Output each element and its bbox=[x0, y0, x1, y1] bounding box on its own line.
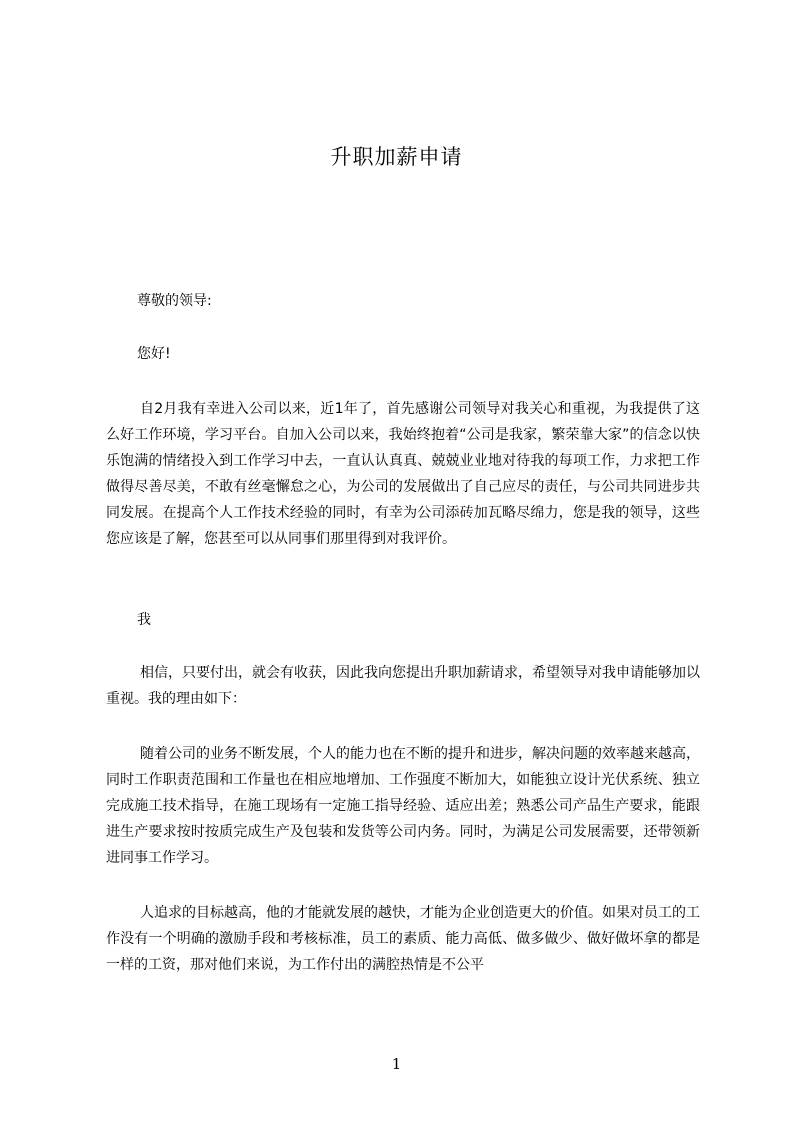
paragraph-request: 相信，只要付出，就会有收获，因此我向您提出升职加薪请求，希望领导对我申请能够加以重视。我的理由如下： bbox=[106, 665, 700, 707]
paragraph-motivation: 人追求的目标越高，他的才能就发展的越快，才能为企业创造更大的价值。如果对员工的工作没有一个明确的激励手段和考核标准，员工的素质、能力高低、做多做少、做好做坏拿的都是一样的工资，那对他们来说，为工作付出的满腔热情是不公平 bbox=[106, 905, 700, 973]
salutation: 尊敬的领导: bbox=[137, 293, 212, 309]
paragraph-fragment: 我 bbox=[137, 612, 151, 628]
paragraph-introduction: 自2月我有幸进入公司以来，近1年了，首先感谢公司领导对我关心和重视，为我提供了这么好工作环境，学习平台。自加入公司以来，我始终抱着“公司是我家，繁荣靠大家”的信念以快乐饱满的情绪投入到工作学习中去，一直认认真真、兢兢业业地对待我的每项工作，力求把工作做得尽善尽美，不敢有丝毫懈怠之心，为公司的发展做出了自己应尽的责任，与公司共同进步共同发展。在提高个人工作技术经验的同时，有幸为公司添砖加瓦略尽绵力，您是我的领导，这些您应该是了解，您甚至可以从同事们那里得到对我评价。 bbox=[106, 401, 700, 547]
greeting: 您好! bbox=[137, 346, 171, 362]
paragraph-reasons: 随着公司的业务不断发展，个人的能力也在不断的提升和进步，解决问题的效率越来越高，同时工作职责范围和工作量也在相应地增加、工作强度不断加大，如能独立设计光伏系统、独立完成施工技术指导，在施工现场有一定施工指导经验、适应出差；熟悉公司产品生产要求，能跟进生产要求按时按质完成生产及包装和发货等公司内务。同时，为满足公司发展需要，还带领新进同事工作学习。 bbox=[106, 746, 700, 866]
document-title: 升职加薪申请 bbox=[330, 145, 463, 169]
page-number: 1 bbox=[391, 1055, 402, 1073]
